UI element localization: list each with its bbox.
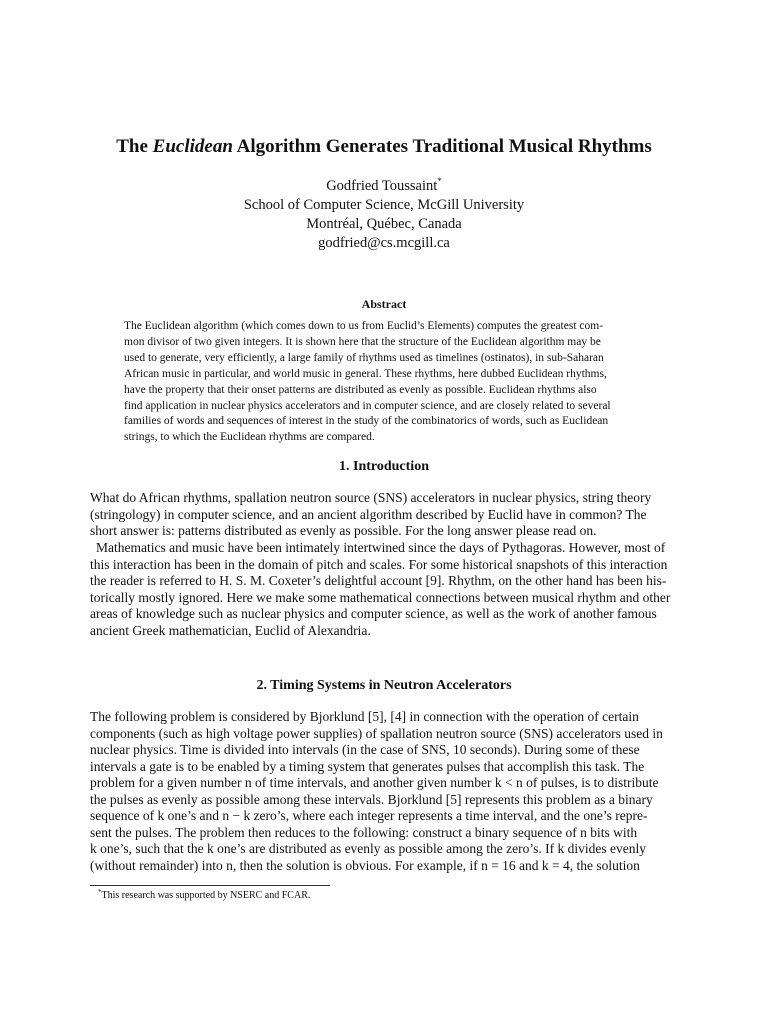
title-prefix: The <box>116 136 153 157</box>
abstract-text <box>124 319 646 446</box>
footnote <box>98 889 310 902</box>
text-line: ancient Greek mathematician, Euclid of Alexandria. <box>90 622 371 638</box>
abstract-line: used to generate, very efficiently, a large family of rhythms used as timelines (ostinatos), in sub-Saharan <box>124 351 604 364</box>
text-line: the pulses as evenly as possible among these intervals. Bjorklund [5] represents this problem as a binary <box>90 791 653 807</box>
footnote-divider <box>90 885 330 886</box>
abstract-line: have the property that their onset patterns are distributed as evenly as possible. Euclidean rhythms also <box>124 383 597 396</box>
text-line: (without remainder) into n, then the solution is obvious. For example, if n = 16 and k = 4, the solution <box>90 857 640 873</box>
abstract-heading: Abstract <box>361 297 407 311</box>
footnote-mark: * <box>98 888 102 896</box>
text-line: areas of knowledge such as nuclear physics and computer science, as well as the work of another famous <box>90 606 657 621</box>
timing-paragraph <box>90 709 678 874</box>
text-line: Mathematics and music have been intimately intertwined since the days of Pythagoras. However, most of <box>96 540 666 555</box>
title-italic-word: Euclidean <box>152 136 233 157</box>
author-name-line <box>0 177 768 196</box>
text-line: short answer is: patterns distributed as evenly as possible. For the long answer please read on. <box>90 523 597 538</box>
text-line: The following problem is considered by Bjorklund [5], [4] in connection with the operation of certain <box>90 709 639 724</box>
section-heading-introduction: 1. Introduction <box>339 459 429 474</box>
text-line: torically mostly ignored. Here we make some mathematical connections between musical rhythm and other <box>90 589 671 605</box>
text-line: the reader is referred to H. S. M. Coxeter’s delightful account [9]. Rhythm, on the other hand has been his- <box>90 573 667 588</box>
abstract-line: The Euclidean algorithm (which comes down to us from Euclid’s Elements) computes the greatest com- <box>124 320 604 332</box>
author-block <box>0 177 768 253</box>
introduction-paragraph-2 <box>90 540 678 639</box>
paper-title <box>0 136 768 158</box>
author-email: godfried@cs.mcgill.ca <box>318 235 450 251</box>
text-line: this interaction has been in the domain of pitch and scales. For some historical snapshots of this interaction <box>90 556 668 572</box>
author-affiliation: School of Computer Science, McGill University <box>243 197 525 213</box>
abstract-line: families of words and sequences of interest in the study of the combinatorics of words, such as Euclidean <box>124 415 609 428</box>
footnote-text: This research was supported by NSERC and FCAR. <box>101 890 311 901</box>
author-footnote-mark: * <box>437 176 442 186</box>
text-line: intervals a gate is to be enabled by a timing system that generates pulses that accomplish this task. The <box>90 758 645 774</box>
abstract-line: find application in nuclear physics accelerators and in computer science, and are closely related to several <box>124 399 611 412</box>
text-line: nuclear physics. Time is divided into intervals (in the case of SNS, 10 seconds). During some of these <box>90 742 640 757</box>
author-location: Montréal, Québec, Canada <box>306 216 462 232</box>
abstract-line: African music in particular, and world music in general. These rhythms, here dubbed Euclidean rhythms, <box>124 367 607 380</box>
text-line: (stringology) in computer science, and an ancient algorithm described by Euclid have in common? The <box>90 506 647 522</box>
title-suffix: Algorithm Generates Traditional Musical Rhythms <box>232 136 652 157</box>
text-line: What do African rhythms, spallation neutron source (SNS) accelerators in nuclear physics, string theory <box>90 490 652 505</box>
abstract-line: strings, to which the Euclidean rhythms are compared. <box>124 431 375 444</box>
section-heading-timing-systems: 2. Timing Systems in Neutron Accelerators <box>256 678 512 693</box>
text-line: sent the pulses. The problem then reduces to the following: construct a binary sequence of n bits with <box>90 824 638 840</box>
text-line: k one’s, such that the k one’s are distributed as evenly as possible among the zero’s. If k divides evenly <box>90 841 646 856</box>
text-line: components (such as high voltage power supplies) of spallation neutron source (SNS) accelerators used in <box>90 725 663 741</box>
abstract-line: mon divisor of two given integers. It is shown here that the structure of the Euclidean algorithm may be <box>124 335 601 348</box>
text-line: sequence of k one’s and n − k zero’s, where each integer represents a time interval, and the one’s repre- <box>90 808 648 823</box>
author-name: Godfried Toussaint <box>326 178 438 194</box>
text-line: problem for a given number n of time intervals, and another given number k < n of pulses, is to distribute <box>90 775 659 790</box>
introduction-paragraph-1 <box>90 490 678 540</box>
